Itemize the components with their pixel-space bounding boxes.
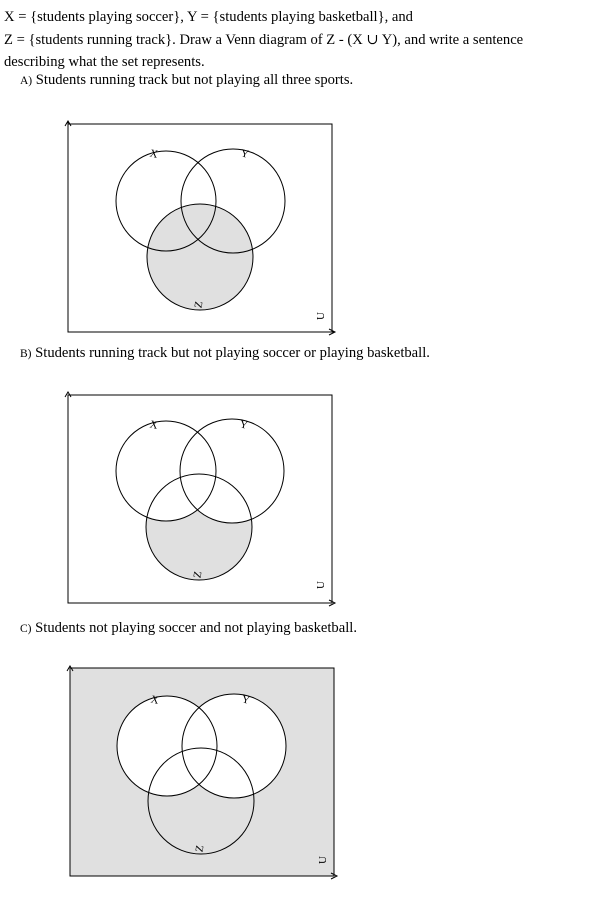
option-b[interactable] <box>20 345 430 362</box>
option-a-text: Students running track but not playing all three sports. <box>35 72 354 88</box>
option-a-letter: A) <box>20 75 33 87</box>
option-c-letter: C) <box>20 623 32 635</box>
label-x: X <box>149 693 160 707</box>
question-line-2: Z = {students running track}. Draw a Venn diagram of Z - (X ∪ Y), and write a sentence <box>4 31 524 48</box>
label-z: Z <box>191 570 205 579</box>
question-text <box>4 6 598 74</box>
venn-diagram-b <box>0 385 601 615</box>
option-b-letter: B) <box>20 348 32 360</box>
label-x: X <box>148 147 159 161</box>
label-y: Y <box>240 693 251 707</box>
option-b-text: Students running track but not playing soccer or playing basketball. <box>35 345 430 361</box>
label-u: U <box>317 856 329 864</box>
venn-diagram-c <box>0 660 601 890</box>
label-z: Z <box>193 844 207 853</box>
option-c[interactable] <box>20 620 357 637</box>
label-z: Z <box>192 300 206 309</box>
label-u: U <box>315 581 327 589</box>
venn-diagram-a <box>0 115 601 345</box>
label-x: X <box>148 418 159 432</box>
question-line-1: X = {students playing soccer}, Y = {students playing basketball}, and <box>4 9 413 25</box>
question-line-3: describing what the set represents. <box>4 54 205 70</box>
option-a[interactable] <box>20 72 353 89</box>
label-y: Y <box>238 418 249 432</box>
label-y: Y <box>239 147 250 161</box>
option-c-text: Students not playing soccer and not playing basketball. <box>35 620 357 636</box>
shade-universe <box>70 668 334 876</box>
label-u: U <box>315 312 327 320</box>
shade-z-only <box>146 474 252 580</box>
